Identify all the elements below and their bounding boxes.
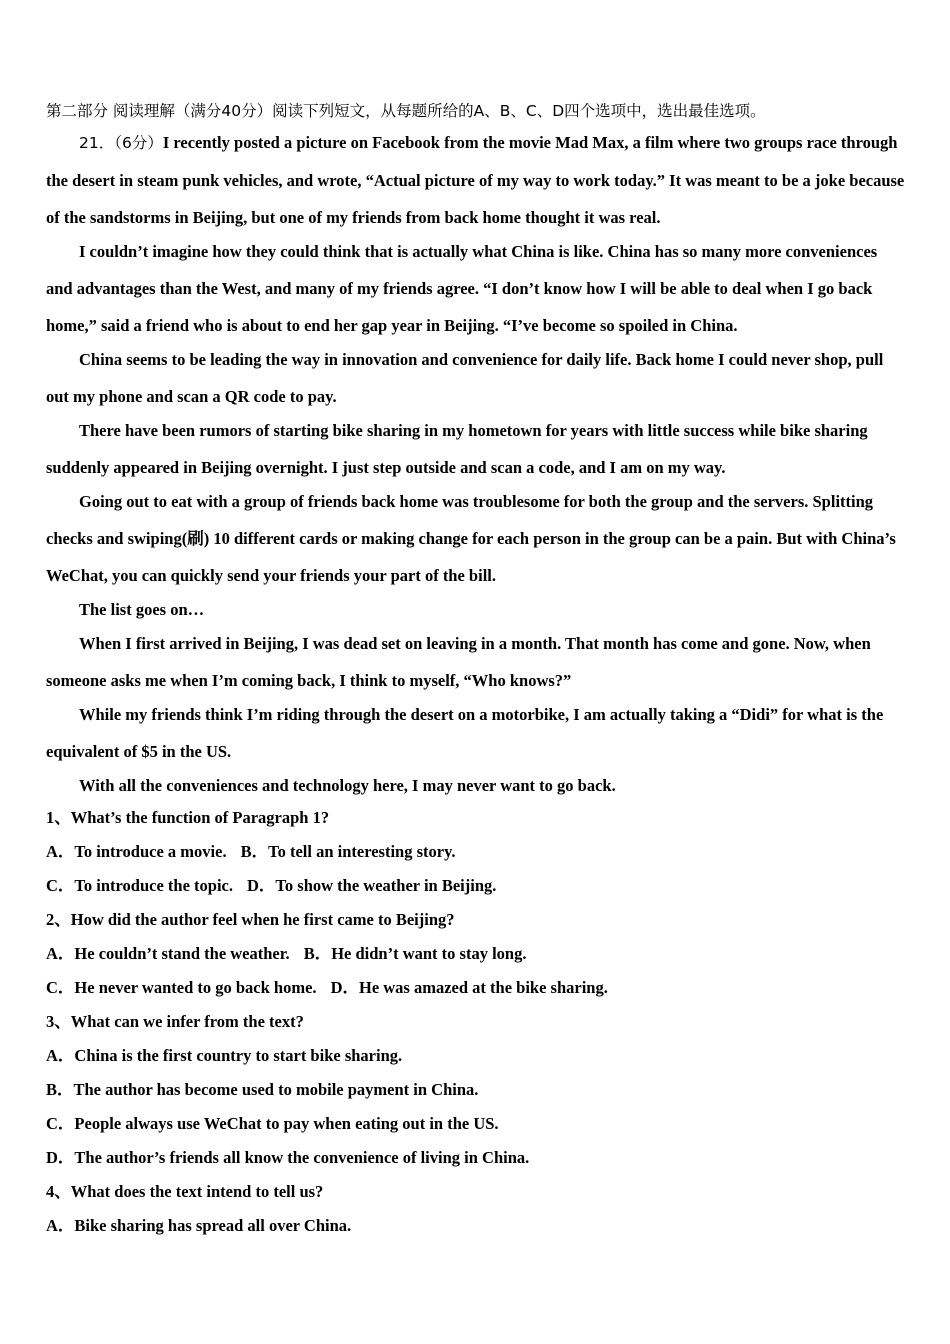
passage-paragraph-2: I couldn’t imagine how they could think that is actually what China is like. China has so many more conveniences and advantages than the West, and many of my friends agree. “I don’t know how I will be able to deal when I go back home,” said a friend who is about to end her gap year in Beijing. “I’ve become so spoiled in China. xyxy=(46,242,878,335)
passage-paragraph-6: The list goes on… xyxy=(79,600,205,619)
passage-paragraph-5: Going out to eat with a group of friends back home was troublesome for both the group and the servers. Splitting checks and swiping(刷) 10 different cards or making change for each person in the group can be a pain. But with China’s WeChat, you can quickly send your friends your part of the bill. xyxy=(46,492,896,585)
option-row xyxy=(46,937,906,971)
passage-paragraph-9: With all the conveniences and technology here, I may never want to go back. xyxy=(79,776,616,795)
section-title: 第二部分 阅读理解（满分40分）阅读下列短文，从每题所给的A、B、C、D四个选项中，选出最佳选项。 xyxy=(46,102,766,120)
option-b[interactable]: B．The author has become used to mobile payment in China. xyxy=(46,1080,479,1099)
reading-passage xyxy=(46,124,906,804)
question-stem-3: 3、What can we infer from the text? xyxy=(46,1012,304,1031)
option-a[interactable]: A．China is the first country to start bike sharing. xyxy=(46,1046,403,1065)
question-stem-4: 4、What does the text intend to tell us? xyxy=(46,1182,324,1201)
passage-paragraph-4: There have been rumors of starting bike sharing in my hometown for years with little success while bike sharing suddenly appeared in Beijing overnight. I just step outside and scan a code, and I am on my way. xyxy=(46,421,868,477)
question-stem-1: 1、What’s the function of Paragraph 1? xyxy=(46,808,330,827)
passage-paragraph-1: 21．（6分）I recently posted a picture on Facebook from the movie Mad Max, a film where two groups race through the desert in steam punk vehicles, and wrote, “Actual picture of my way to work today.” It was meant to be a joke because of the sandstorms in Beijing, but one of my friends from back home thought it was real. xyxy=(46,133,905,227)
option-row xyxy=(46,869,906,903)
option-c[interactable]: C．To introduce the topic. xyxy=(46,876,234,895)
passage-paragraph-8: While my friends think I’m riding through the desert on a motorbike, I am actually taking a “Didi” for what is the equivalent of $5 in the US. xyxy=(46,705,884,761)
question-number: 21．（6分） xyxy=(79,134,163,152)
questions xyxy=(46,801,906,1243)
option-d[interactable]: D．He was amazed at the bike sharing. xyxy=(330,978,608,997)
option-d[interactable]: D．To show the weather in Beijing. xyxy=(247,876,497,895)
option-b[interactable]: B．To tell an interesting story. xyxy=(240,842,456,861)
option-a[interactable]: A．To introduce a movie. xyxy=(46,842,227,861)
question-stem-2: 2、How did the author feel when he first came to Beijing? xyxy=(46,910,455,929)
option-a[interactable]: A．Bike sharing has spread all over China. xyxy=(46,1216,352,1235)
option-row xyxy=(46,971,906,1005)
option-c[interactable]: C．He never wanted to go back home. xyxy=(46,978,317,997)
option-a[interactable]: A．He couldn’t stand the weather. xyxy=(46,944,290,963)
option-d[interactable]: D．The author’s friends all know the convenience of living in China. xyxy=(46,1148,530,1167)
option-c[interactable]: C．People always use WeChat to pay when eating out in the US. xyxy=(46,1114,499,1133)
passage-paragraph-3: China seems to be leading the way in innovation and convenience for daily life. Back home I could never shop, pull out my phone and scan a QR code to pay. xyxy=(46,350,884,406)
passage-paragraph-7: When I first arrived in Beijing, I was dead set on leaving in a month. That month has come and gone. Now, when someone asks me when I’m coming back, I think to myself, “Who knows?” xyxy=(46,634,871,690)
exam-page xyxy=(46,100,906,1243)
option-b[interactable]: B．He didn’t want to stay long. xyxy=(303,944,527,963)
option-row xyxy=(46,835,906,869)
